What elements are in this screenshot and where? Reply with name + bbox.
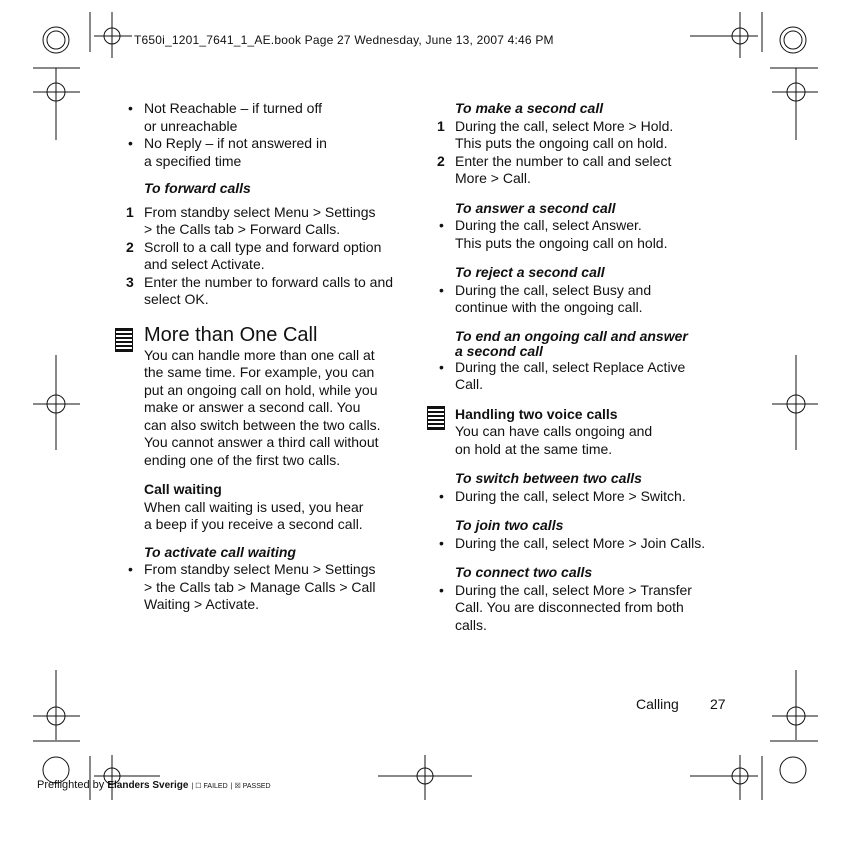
list-item xyxy=(126,561,416,614)
text-line: put an ongoing call on hold, while you xyxy=(144,381,378,398)
text-line: > the Calls tab > Forward Calls. xyxy=(144,221,341,237)
list-item xyxy=(437,582,737,635)
subheading-end-answer xyxy=(437,329,737,359)
subheading-connect: To connect two calls xyxy=(455,564,593,580)
preflight-stamp: Preflighted by Elanders Sverige | ☐ FAILED | ☒ PASSED xyxy=(37,779,271,791)
subheading-forward-calls: To forward calls xyxy=(144,180,251,196)
text-line: a specified time xyxy=(144,152,242,169)
text-line: Waiting > Activate. xyxy=(144,596,260,612)
list-item xyxy=(437,535,737,553)
preflight-prefix: Preflighted by xyxy=(37,779,105,791)
text-line: This puts the ongoing call on hold. xyxy=(455,234,668,251)
step-item xyxy=(126,239,416,274)
subheading-second-call: To make a second call xyxy=(455,100,604,116)
subheading-join: To join two calls xyxy=(455,517,564,533)
text-line: • During the call, select Replace Active xyxy=(455,358,686,375)
text-line: You can handle more than one call at xyxy=(144,346,375,363)
text-line: • Not Reachable – if turned off xyxy=(144,100,322,116)
text-line: You can have calls ongoing and xyxy=(455,423,653,439)
preflight-failed: FAILED xyxy=(203,783,228,790)
step-number: 1 xyxy=(126,203,134,220)
text-line: > the Calls tab > Manage Calls > Call xyxy=(144,578,376,595)
list-item xyxy=(437,217,737,252)
text-line: make or answer a second call. You xyxy=(144,399,361,415)
list-item xyxy=(126,135,416,170)
page-number: 27 xyxy=(710,696,726,712)
text-line: Call. You are disconnected from both xyxy=(455,599,684,615)
list-item xyxy=(437,282,737,317)
phone-feature-icon xyxy=(115,328,133,352)
text-line: calls. xyxy=(455,616,487,633)
step-item xyxy=(437,153,737,188)
section-body xyxy=(126,347,416,470)
text-line: • From standby select Menu > Settings xyxy=(144,561,376,577)
right-column xyxy=(437,100,737,634)
preflight-brand: Elanders Sverige xyxy=(107,780,189,791)
text-line: • During the call, select More > Join Calls. xyxy=(455,534,706,551)
subheading-activate: To activate call waiting xyxy=(144,543,296,560)
text-line: When call waiting is used, you hear xyxy=(144,498,364,515)
text-line: continue with the ongoing call. xyxy=(455,299,643,315)
step-item xyxy=(437,118,737,153)
subheading-answer: To answer a second call xyxy=(455,199,616,216)
left-column xyxy=(126,100,416,614)
text-line: on hold at the same time. xyxy=(455,440,613,457)
section-title: More than One Call xyxy=(144,323,318,346)
list-item xyxy=(126,100,416,135)
step-item xyxy=(126,274,416,309)
text-line: More > Call. xyxy=(455,170,531,186)
subheading-reject: To reject a second call xyxy=(455,264,605,280)
text-line: a beep if you receive a second call. xyxy=(144,516,363,532)
text-line: During the call, select More > Hold. xyxy=(455,117,674,134)
text-line: This puts the ongoing call on hold. xyxy=(455,135,668,151)
step-number: 1 xyxy=(437,117,445,134)
paragraph xyxy=(126,499,416,534)
text-line: You cannot answer a third call without xyxy=(144,434,379,450)
preflight-passed: PASSED xyxy=(242,783,271,790)
text-line: and select Activate. xyxy=(144,256,265,272)
text-line: a second call xyxy=(455,342,543,359)
text-line: Enter the number to call and select xyxy=(455,152,672,169)
text-line: From standby select Menu > Settings xyxy=(144,203,376,220)
step-number: 2 xyxy=(126,238,134,255)
paragraph xyxy=(437,423,737,458)
text-line: • During the call, select Busy and xyxy=(455,281,652,298)
phone-feature-icon xyxy=(427,406,445,430)
text-line: Call. xyxy=(455,376,484,392)
text-line: • During the call, select More > Switch. xyxy=(455,487,686,504)
subheading-handling: Handling two voice calls xyxy=(455,405,618,422)
footer-section-label: Calling xyxy=(636,696,679,712)
text-line: • No Reply – if not answered in xyxy=(144,135,327,151)
list-item xyxy=(437,488,737,506)
text-line: select OK. xyxy=(144,291,209,307)
step-item xyxy=(126,204,416,239)
step-number: 3 xyxy=(126,273,134,290)
text-line: can also switch between the two calls. xyxy=(144,416,381,433)
text-line: Enter the number to forward calls to and xyxy=(144,273,394,290)
text-line: or unreachable xyxy=(144,117,238,134)
text-line: ending one of the first two calls. xyxy=(144,451,341,468)
text-line: • During the call, select More > Transfer xyxy=(455,581,692,598)
text-line: To end an ongoing call and answer xyxy=(455,327,688,344)
subheading-switch: To switch between two calls xyxy=(455,470,642,486)
list-item xyxy=(437,359,737,394)
print-header: T650i_1201_7641_1_AE.book Page 27 Wednesday, June 13, 2007 4:46 PM xyxy=(134,33,554,47)
text-line: • During the call, select Answer. xyxy=(455,217,642,233)
step-number: 2 xyxy=(437,152,445,169)
text-line: Scroll to a call type and forward option xyxy=(144,238,382,255)
text-line: the same time. For example, you can xyxy=(144,364,375,380)
subheading-call-waiting: Call waiting xyxy=(144,481,222,497)
